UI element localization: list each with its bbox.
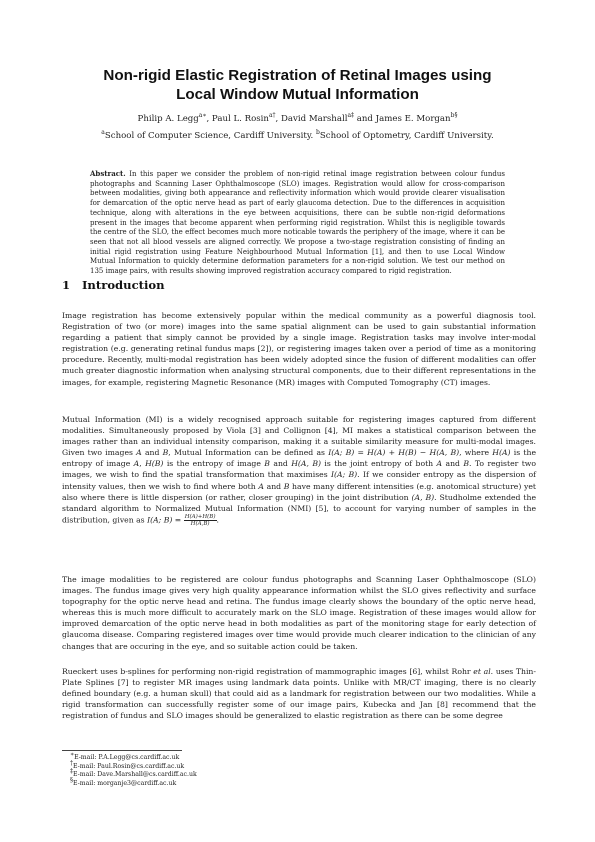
text-run: have many different intensities (e.g. anotomical structure) yet also where there is little dispersion (or rather, closer grouping) in the joint distribution: [62, 481, 536, 502]
section-heading: [62, 278, 165, 292]
footnote: [70, 777, 197, 789]
affiliation-text: School of Optometry, Cardiff University.: [319, 131, 494, 141]
text-run: uses Thin-Plate Splines [7] to register MR images using landmark data points. Unlike with MR/CT imaging, there is no clearly defined boundary (e.g. a human skull) that could aid as a landmark for registration between our two modalities. While a rigid transformation can successfully register some of our image pairs, Kubecka and Jan [8] recommend that the registration of fundus and SLO images should be generalized to elastic registration as there can be some degree: [62, 667, 536, 721]
paper-title: [40, 66, 555, 104]
abstract-label: Abstract.: [90, 169, 126, 178]
footnote-mark: ‡: [70, 768, 73, 776]
text-run: . To register two images, we wish to find the spatial transformation that maximises: [62, 459, 537, 480]
text-run: Mutual Information (MI) is a widely recognised approach suitable for registering images captured from different modalities. Simultaneously proposed by Viola [3] and Collignon [4], MI makes a statistical comparison between the images rather than an individual intensity comparison, making it a suitable similarity measure for multi-modal images. Given two images: [62, 415, 536, 458]
text-run: and: [269, 459, 292, 469]
text-run: is the entropy of image: [62, 448, 537, 469]
paragraph: [62, 414, 536, 527]
math-symbol: A: [133, 459, 140, 469]
footnote-email: E-mail: Dave.Marshall@cs.cardiff.ac.uk: [73, 771, 197, 779]
math-symbol: A: [436, 459, 443, 469]
affiliation-mark: a: [101, 129, 105, 137]
title-line-1: Non-rigid Elastic Registration of Retinal Images using: [103, 67, 492, 84]
author-separator: ,: [275, 114, 282, 124]
text-run: , where: [459, 448, 493, 458]
abstract: [90, 169, 505, 277]
text-run: ,: [139, 459, 146, 469]
paragraph: [62, 666, 536, 721]
abstract-text: In this paper we consider the problem of non-rigid retinal image registration between colour fundus photographs and Scanning Laser Ophthalmoscope (SLO) images. Registration would allow for cross-comparison between modalities, giving both appearance and reflectivity information which would provide clearer visualisation for demarcation of the optic nerve head as part of early glaucoma detection. Due to the differences in acquisition technique, along with alterations in the eye between acquisitions, there can be subtle non-rigid deformations present in the images that become apparent when performing rigid registration. Whilst this is negligible towards the centre of the SLO, the effect becomes much more noticable towards the periphery of the image, where it can be seen that not all blood vessels are aligned correctly. We propose a two-stage registration consisting of finding an initial rigid registration using Feature Neighbourhood Mutual Information [1], and then to use Local Window Mutual Information to quickly determine deformation parameters for a non-rigid solution. We test our method on 135 image pairs, with results showing improved registration accuracy compared to rigid registration.: [90, 170, 505, 276]
author-name: Paul L. Rosin: [211, 114, 269, 124]
footnote-email: E-mail: Paul.Rosin@cs.cardiff.ac.uk: [73, 762, 185, 770]
math-symbol: B: [283, 481, 290, 491]
math-symbol: B: [463, 459, 470, 469]
paragraph: The image modalities to be registered are colour fundus photographs and Scanning Laser Ophthalmoscope (SLO) images. The fundus image gives very high quality appearance information whilst the SLO gives reflectivity and surface topography for the optic nerve head and retina. The fundus image clearly shows the boundary of the optic nerve head, whereas this is much more difficult to accurately mark on the SLO image. Registration of these images would allow for improved demarcation of the optic nerve head in both modalities as part of the monitoring stage for early detection of glaucoma disease. Comparing registered images over time would provide much clearer indication to the clinician of any changes that are occuring in the eye, and so suitable action could be taken.: [62, 575, 536, 651]
author-mark: a‡: [347, 112, 355, 120]
affiliations: [40, 131, 555, 142]
math-symbol: (A, B): [411, 492, 435, 502]
author-separator: ,: [206, 114, 212, 124]
text-run: is the entropy of image: [163, 459, 265, 469]
math-symbol: B: [264, 459, 270, 469]
equation: I(A; B) = H(A) + H(B) − H(A, B): [328, 448, 460, 458]
equation: I(A; B) =: [147, 515, 184, 525]
math-symbol: H(A): [492, 448, 511, 458]
math-symbol: I(A; B): [331, 470, 358, 480]
footnote-divider: [62, 750, 182, 751]
affiliation-mark: b: [316, 129, 320, 137]
author-mark: a∗: [198, 112, 207, 120]
math-symbol: H(B): [145, 459, 164, 469]
fraction: [184, 514, 217, 527]
text-run: Rueckert uses b-splines for performing non-rigid registration of mammographic images [6], whilst Rohr: [62, 667, 474, 676]
footnote-mark: †: [70, 759, 73, 767]
author-list: [40, 114, 555, 125]
footnote-email: E-mail: P.A.Legg@cs.cardiff.ac.uk: [74, 754, 180, 761]
math-symbol: H(A, B): [291, 459, 321, 469]
math-symbol: A: [258, 481, 264, 491]
fraction-denominator: H(A,B): [190, 520, 210, 527]
math-symbol: B: [162, 448, 169, 458]
text-run: and: [442, 459, 464, 469]
author-name: David Marshall: [281, 114, 348, 124]
section-title: Introduction: [82, 278, 165, 292]
math-symbol: A: [136, 448, 142, 458]
text-run-italic: et al.: [473, 667, 494, 676]
section-number: 1: [62, 278, 71, 292]
text-run: and: [263, 481, 284, 491]
author-mark: b§: [450, 112, 458, 120]
footnote: [70, 750, 197, 763]
paragraph: Image registration has become extensively popular within the medical community as a powerful diagnosis tool. Registration of two (or more) images into the same spatial alignment can be used to gain substantial information regarding a patient that simply cannot be provided by a single image. Registration tasks may involve inter-modal registration (e.g. generating retinal fundus maps [2]), or registering images taken over a period of time as a monitoring procedure. Recently, multi-modal registration has been widely adopted since the fusion of different modalities can offer much greater diagnostic information when analysing structural components, due to their different representations in the images, for example, registering Magnetic Resonance (MR) images with Computed Tomography (CT) images.: [62, 311, 536, 387]
text-run: , Mutual Information can be defined as: [168, 448, 329, 458]
fraction-numerator: H(A)+H(B): [184, 513, 216, 520]
author-mark: a†: [268, 112, 276, 120]
text-run: .: [216, 515, 219, 525]
affiliation-text: School of Computer Science, Cardiff University.: [104, 131, 317, 141]
footnote-email: E-mail: morganje3@cardiff.ac.uk: [73, 780, 177, 788]
text-run: . Studholme extended the standard algorithm to Normalized Mutual Information (NMI) [5], to account for varying number of samples in the distribution, given as: [62, 492, 537, 525]
title-line-2: Local Window Mutual Information: [176, 86, 419, 103]
text-run: and: [141, 448, 163, 458]
author-name: Philip A. Legg: [137, 114, 199, 124]
footnote: [70, 768, 197, 780]
footnote-mark: ∗: [70, 750, 75, 758]
footnote-mark: §: [70, 777, 73, 785]
text-run: is the joint entropy of both: [320, 459, 437, 469]
footnotes: [70, 750, 197, 789]
author-name: James E. Morgan: [375, 114, 451, 124]
author-separator: and: [354, 114, 376, 124]
text-run: . If we consider entropy as the dispersion of intensity values, then we wish to find where both: [62, 470, 537, 491]
